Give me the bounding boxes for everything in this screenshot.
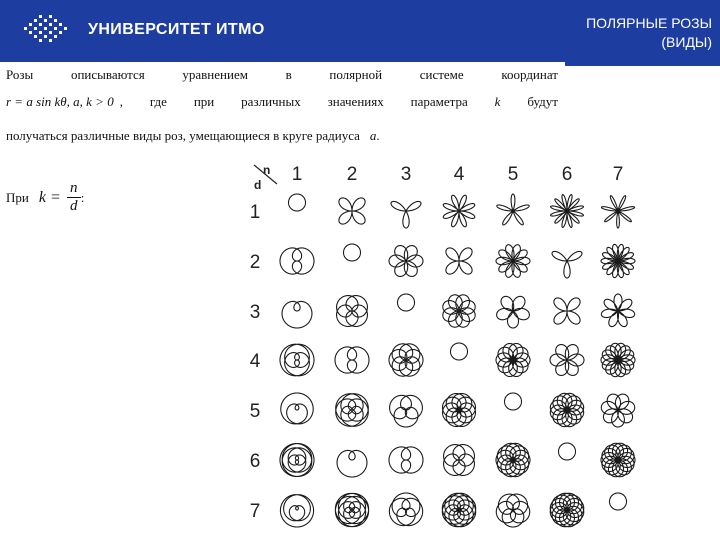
word: параметра — [410, 94, 468, 109]
rose-curve — [497, 194, 529, 225]
rose-curve — [497, 296, 530, 328]
rose-curve — [344, 244, 361, 261]
rose-curve — [559, 443, 576, 460]
rose-curve — [610, 493, 627, 510]
slide-title-line-2: (ВИДЫ) — [661, 34, 712, 50]
rose-curve — [389, 447, 423, 473]
rose-curve — [443, 394, 476, 427]
rose-curve — [336, 394, 369, 427]
rose-equation: r = a sin kθ, a, k > 0 — [6, 94, 114, 109]
rose-curve — [339, 198, 365, 224]
rose-curve — [442, 493, 475, 526]
d-value-label: 4 — [249, 351, 261, 372]
d-value-label: 2 — [249, 252, 261, 273]
k-label: k = — [38, 188, 61, 206]
rose-curve — [601, 294, 634, 327]
word: описываются — [70, 67, 145, 82]
k-variable: k — [494, 94, 501, 109]
rose-curve — [496, 245, 530, 278]
rose-curve — [398, 294, 415, 311]
rose-curve — [505, 393, 522, 410]
rose-curve — [337, 450, 367, 477]
rose-curve — [496, 344, 530, 377]
line3-end: . — [376, 128, 380, 143]
n-value-label: 1 — [291, 164, 303, 185]
rose-curve — [601, 196, 634, 228]
rose-curve — [601, 343, 635, 376]
d-value-label: 3 — [249, 302, 261, 323]
n-value-label: 4 — [453, 164, 465, 185]
n-value-label: 3 — [400, 164, 412, 185]
rose-curve — [554, 298, 580, 324]
corner-n-label: n — [263, 163, 271, 177]
word: значениях — [327, 94, 384, 109]
word: различных — [241, 94, 301, 109]
d-value-label: 7 — [249, 501, 261, 522]
rose-curve — [446, 248, 472, 274]
rose-curve — [496, 494, 529, 527]
word: в — [285, 67, 292, 82]
rose-curve — [389, 344, 423, 376]
line4-suffix: : — [80, 189, 85, 205]
rose-curve — [337, 296, 368, 327]
rose-curve — [335, 347, 369, 373]
line3-text: получаться различные виды роз, умещающиеся в круге радиуса — [6, 128, 360, 143]
rose-curve — [551, 195, 584, 228]
rose-curve — [282, 301, 312, 328]
word: где — [149, 94, 167, 109]
word: при — [193, 94, 215, 109]
n-value-label: 2 — [346, 164, 358, 185]
k-denominator: d — [70, 198, 78, 214]
word: будут — [527, 94, 558, 109]
rose-curve — [550, 345, 584, 376]
n-value-label: 7 — [612, 164, 624, 185]
d-value-label: 5 — [249, 401, 261, 422]
rose-curve — [552, 251, 582, 278]
rose-curve — [550, 493, 584, 527]
rose-curve — [443, 295, 475, 327]
rose-curve — [280, 444, 314, 477]
rose-curve — [550, 393, 583, 426]
rose-curve — [335, 493, 368, 526]
rose-curve — [280, 248, 314, 274]
word: Розы — [6, 67, 34, 82]
rose-curve — [444, 445, 475, 476]
rose-curve — [280, 495, 313, 527]
rose-curve — [390, 395, 423, 427]
rose-curve — [601, 394, 634, 427]
slide-title-line-1: ПОЛЯРНЫЕ РОЗЫ — [586, 15, 712, 31]
word: системе — [419, 67, 464, 82]
word: координат — [501, 67, 558, 82]
grid-corner — [254, 163, 277, 192]
university-name: УНИВЕРСИТЕТ ИТМО — [88, 21, 265, 38]
word: , — [119, 94, 123, 109]
line4-prefix: При — [6, 189, 29, 205]
rose-curve — [601, 443, 635, 477]
rose-curve — [281, 393, 313, 424]
rose-curve — [280, 344, 314, 376]
word: уравнением — [182, 67, 248, 82]
d-value-label: 1 — [249, 202, 261, 223]
rose-curve — [389, 246, 423, 277]
n-value-label: 5 — [507, 164, 519, 185]
rose-curve — [389, 493, 422, 526]
rose-curve — [289, 194, 306, 211]
word: полярной — [329, 67, 383, 82]
rose-curve — [601, 244, 635, 277]
k-numerator: n — [70, 180, 78, 196]
corner-d-label: d — [254, 178, 262, 192]
rose-curve — [496, 443, 530, 476]
rose-curve — [443, 195, 475, 227]
d-value-label: 6 — [249, 451, 261, 472]
rose-curve — [451, 343, 468, 360]
n-value-label: 6 — [561, 164, 573, 185]
rose-curve — [391, 201, 421, 228]
a-variable: a — [369, 128, 377, 143]
